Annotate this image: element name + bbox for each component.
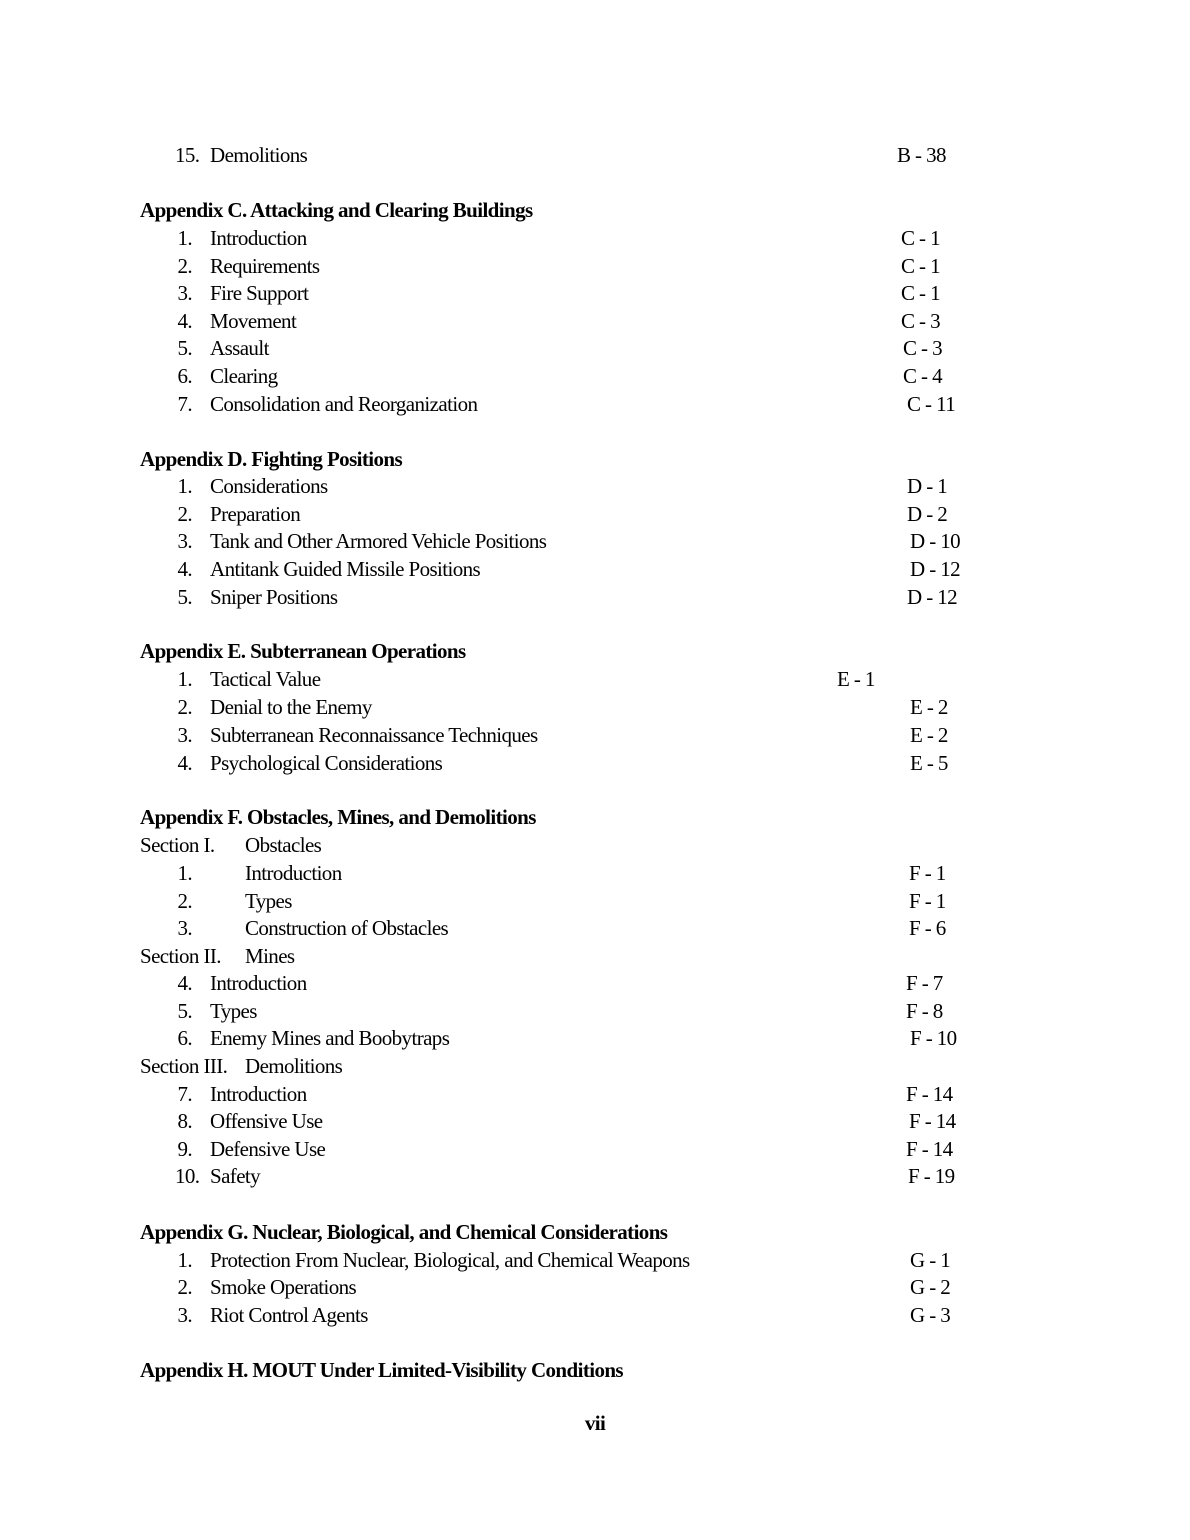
entry-page: F - 14 <box>906 1082 953 1106</box>
section-label: Section III. <box>140 1054 228 1078</box>
entry-page: F - 14 <box>906 1137 953 1161</box>
entry-number: 2. <box>177 889 192 913</box>
entry-number: 3. <box>177 281 192 305</box>
appendix-c-heading: Appendix C. Attacking and Clearing Buildings <box>140 198 533 222</box>
entry-page: C - 1 <box>901 281 941 305</box>
appendix-h-heading: Appendix H. MOUT Under Limited-Visibility Conditions <box>140 1358 624 1382</box>
entry-title: Tank and Other Armored Vehicle Positions <box>210 529 547 553</box>
entry-page: E - 2 <box>910 723 948 747</box>
appendix-d-heading: Appendix D. Fighting Positions <box>140 447 403 471</box>
entry-number: 2. <box>177 695 192 719</box>
entry-title: Enemy Mines and Boobytraps <box>210 1026 450 1050</box>
entry-page: D - 12 <box>910 557 961 581</box>
entry-page: E - 1 <box>837 667 875 691</box>
entry-number: 3. <box>177 723 192 747</box>
entry-title: Introduction <box>210 1082 307 1106</box>
entry-title: Defensive Use <box>210 1137 326 1161</box>
entry-number: 9. <box>177 1137 192 1161</box>
entry-title: Antitank Guided Missile Positions <box>210 557 481 581</box>
entry-page: G - 1 <box>910 1248 951 1272</box>
section-heading <box>140 1052 342 1080</box>
entry-number: 15. <box>175 143 200 167</box>
entry-page: F - 19 <box>908 1164 955 1188</box>
entry-number: 4. <box>177 309 192 333</box>
entry-title: Fire Support <box>210 281 309 305</box>
appendix-f-heading: Appendix F. Obstacles, Mines, and Demolitions <box>140 805 536 829</box>
entry-number: 8. <box>177 1109 192 1133</box>
entry-page: F - 1 <box>909 861 946 885</box>
entry-page: D - 10 <box>910 529 961 553</box>
entry-page: E - 5 <box>910 751 948 775</box>
entry-title: Requirements <box>210 254 320 278</box>
section-title: Obstacles <box>245 833 322 857</box>
section-title: Demolitions <box>245 1054 343 1078</box>
entry-title: Considerations <box>210 474 328 498</box>
entry-page: C - 4 <box>903 364 943 388</box>
entry-page: G - 3 <box>910 1303 951 1327</box>
entry-page: D - 1 <box>907 474 948 498</box>
entry-number: 1. <box>177 1248 192 1272</box>
entry-number: 6. <box>177 364 192 388</box>
entry-page: F - 6 <box>909 916 946 940</box>
entry-title: Types <box>210 999 257 1023</box>
appendix-e-heading: Appendix E. Subterranean Operations <box>140 639 466 663</box>
entry-title: Protection From Nuclear, Biological, and Chemical Weapons <box>210 1248 690 1272</box>
entry-number: 5. <box>177 999 192 1023</box>
entry-title: Movement <box>210 309 297 333</box>
entry-number: 6. <box>177 1026 192 1050</box>
entry-page: D - 12 <box>907 585 958 609</box>
entry-title: Construction of Obstacles <box>245 916 449 940</box>
entry-title: Safety <box>210 1164 261 1188</box>
entry-title: Sniper Positions <box>210 585 338 609</box>
entry-page: F - 10 <box>910 1026 957 1050</box>
page-number: vii <box>584 1411 606 1435</box>
entry-title: Introduction <box>210 226 307 250</box>
entry-number: 3. <box>177 1303 192 1327</box>
entry-page: F - 7 <box>906 971 943 995</box>
entry-number: 5. <box>177 585 192 609</box>
entry-number: 1. <box>177 226 192 250</box>
entry-page: B - 38 <box>897 143 946 167</box>
entry-title: Psychological Considerations <box>210 751 443 775</box>
entry-number: 4. <box>177 557 192 581</box>
section-heading <box>140 942 295 970</box>
entry-page: D - 2 <box>907 502 948 526</box>
entry-number: 5. <box>177 336 192 360</box>
entry-title: Riot Control Agents <box>210 1303 368 1327</box>
entry-page: G - 2 <box>910 1275 951 1299</box>
entry-number: 2. <box>177 502 192 526</box>
entry-title: Introduction <box>210 971 307 995</box>
entry-number: 4. <box>177 971 192 995</box>
section-label: Section II. <box>140 944 221 968</box>
entry-title: Demolitions <box>210 143 308 167</box>
entry-page: F - 14 <box>909 1109 956 1133</box>
entry-page: F - 1 <box>909 889 946 913</box>
entry-number: 1. <box>177 667 192 691</box>
entry-title: Subterranean Reconnaissance Techniques <box>210 723 538 747</box>
entry-page: F - 8 <box>906 999 943 1023</box>
entry-number: 3. <box>177 916 192 940</box>
appendix-g-heading: Appendix G. Nuclear, Biological, and Chemical Considerations <box>140 1220 668 1244</box>
entry-title: Consolidation and Reorganization <box>210 392 478 416</box>
entry-title: Tactical Value <box>210 667 321 691</box>
entry-title: Introduction <box>245 861 342 885</box>
entry-title: Types <box>245 889 292 913</box>
entry-number: 10. <box>175 1164 200 1188</box>
entry-number: 7. <box>177 1082 192 1106</box>
entry-page: C - 1 <box>901 254 941 278</box>
entry-page: E - 2 <box>910 695 948 719</box>
entry-title: Smoke Operations <box>210 1275 357 1299</box>
entry-page: C - 3 <box>903 336 943 360</box>
section-title: Mines <box>245 944 295 968</box>
entry-number: 7. <box>177 392 192 416</box>
entry-page: C - 3 <box>901 309 941 333</box>
entry-number: 1. <box>177 474 192 498</box>
entry-page: C - 1 <box>901 226 941 250</box>
entry-title: Clearing <box>210 364 278 388</box>
section-label: Section I. <box>140 833 215 857</box>
entry-title: Assault <box>210 336 269 360</box>
entry-number: 1. <box>177 861 192 885</box>
entry-number: 2. <box>177 1275 192 1299</box>
entry-number: 3. <box>177 529 192 553</box>
entry-title: Denial to the Enemy <box>210 695 372 719</box>
entry-number: 4. <box>177 751 192 775</box>
entry-title: Preparation <box>210 502 301 526</box>
section-heading <box>140 831 321 859</box>
entry-number: 2. <box>177 254 192 278</box>
entry-title: Offensive Use <box>210 1109 323 1133</box>
entry-page: C - 11 <box>907 392 956 416</box>
